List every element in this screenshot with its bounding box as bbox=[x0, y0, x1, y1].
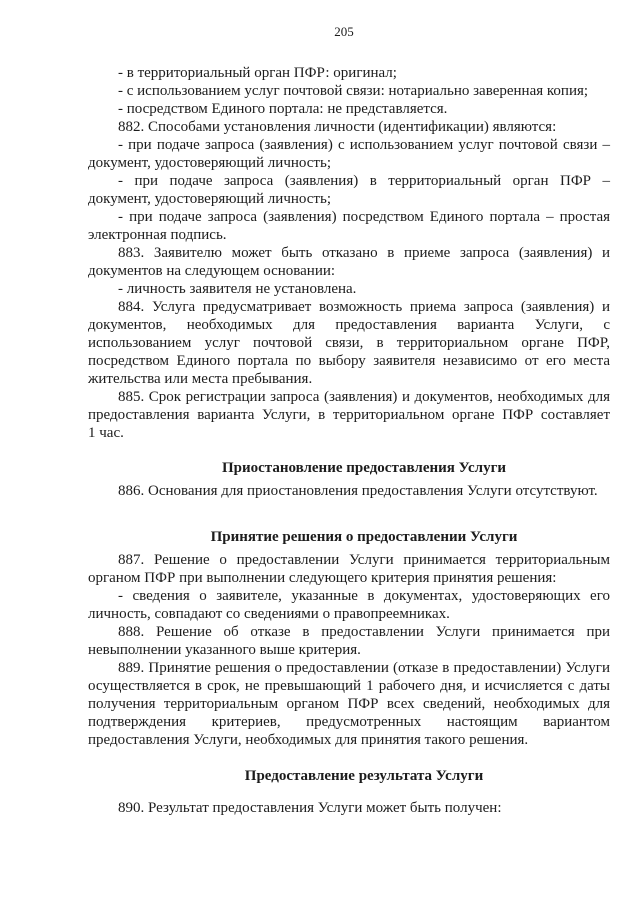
paragraph-line: подтверждения критериев, предусмотренных настоящим вариантом bbox=[88, 714, 610, 730]
paragraph-883 bbox=[88, 244, 610, 280]
paragraph-line: документ, удостоверяющий личность; bbox=[88, 155, 331, 171]
paragraph-885 bbox=[88, 388, 610, 442]
page-number: 205 bbox=[334, 24, 354, 39]
section-heading: Принятие решения о предоставлении Услуги bbox=[210, 529, 518, 545]
list-item-original bbox=[88, 64, 610, 82]
paragraph-line: - сведения о заявителе, указанные в документах, удостоверяющих его bbox=[118, 588, 610, 604]
paragraph-line: 883. Заявителю может быть отказано в приеме запроса (заявления) и bbox=[118, 245, 610, 261]
paragraph-line: - при подаче запроса (заявления) с использованием услуг почтовой связи – bbox=[118, 137, 610, 153]
paragraph-line: предоставления Услуги, необходимых для принятия такого решения. bbox=[88, 732, 529, 748]
list-item-identity bbox=[88, 280, 610, 298]
paragraph-line: невыполнении указанного выше критерия. bbox=[88, 642, 361, 658]
paragraph-line: - в территориальный орган ПФР: оригинал; bbox=[118, 65, 397, 81]
paragraph-line: 884. Услуга предусматривает возможность приема запроса (заявления) и bbox=[118, 299, 610, 315]
paragraph-line: электронная подпись. bbox=[88, 227, 227, 243]
list-item-criterion bbox=[88, 587, 610, 623]
list-item-portal bbox=[88, 100, 610, 118]
paragraph-889 bbox=[88, 659, 610, 749]
list-item-electronic-signature bbox=[88, 208, 610, 244]
paragraph-line: 888. Решение об отказе в предоставлении Услуги принимается при bbox=[118, 624, 610, 640]
section-heading: Приостановление предоставления Услуги bbox=[221, 460, 507, 476]
paragraph-887 bbox=[88, 551, 610, 587]
paragraph-line: 882. Способами установления личности (идентификации) являются: bbox=[118, 119, 557, 135]
section-heading: Предоставление результата Услуги bbox=[244, 768, 484, 784]
paragraph-line: документ, удостоверяющий личность; bbox=[88, 191, 331, 207]
paragraph-line: органом ПФР при выполнении следующего критерия принятия решения: bbox=[88, 570, 557, 586]
paragraph-line: - посредством Единого портала: не представляется. bbox=[118, 101, 448, 117]
paragraph-line: - личность заявителя не установлена. bbox=[118, 281, 357, 297]
paragraph-line: 889. Принятие решения о предоставлении (отказе в предоставлении) Услуги bbox=[118, 660, 610, 676]
paragraph-line: документов, необходимых для предоставления варианта Услуги, с bbox=[88, 317, 610, 333]
list-item-notarized-copy bbox=[88, 82, 610, 100]
paragraph-line: использованием услуг почтовой связи, в территориальном органе ПФР, bbox=[88, 335, 610, 351]
paragraph-line: осуществляется в срок, не превышающий 1 рабочего дня, и исчисляется с даты bbox=[88, 678, 610, 694]
paragraph-888 bbox=[88, 623, 610, 659]
paragraph-line: 890. Результат предоставления Услуги может быть получен: bbox=[118, 800, 502, 816]
paragraph-line: 887. Решение о предоставлении Услуги принимается территориальным bbox=[118, 552, 610, 568]
section-suspension bbox=[88, 459, 610, 500]
paragraph-886 bbox=[88, 482, 610, 500]
paragraph-line: предоставления варианта Услуги, в территориальном органе ПФР составляет bbox=[88, 407, 610, 423]
paragraph-line: - с использованием услуг почтовой связи: нотариально заверенная копия; bbox=[118, 83, 589, 99]
paragraph-890 bbox=[88, 799, 610, 817]
paragraph-line: жительства или места пребывания. bbox=[88, 371, 313, 387]
paragraph-line: получения территориальным органом ПФР всех сведений, необходимых для bbox=[88, 696, 610, 712]
paragraph-line: 885. Срок регистрации запроса (заявления) и документов, необходимых для bbox=[118, 389, 610, 405]
paragraph-line: 1 час. bbox=[88, 425, 124, 441]
list-item-postal bbox=[88, 136, 610, 172]
list-item-territorial bbox=[88, 172, 610, 208]
section-result bbox=[88, 767, 610, 817]
paragraph-line: посредством Единого портала по выбору заявителя независимо от его места bbox=[88, 353, 610, 369]
paragraph-line: - при подаче запроса (заявления) посредством Единого портала – простая bbox=[118, 209, 610, 225]
paragraph-line: документов на следующем основании: bbox=[88, 263, 336, 279]
section-decision bbox=[88, 528, 610, 749]
paragraph-884 bbox=[88, 298, 610, 388]
document-body bbox=[88, 64, 610, 817]
paragraph-line: - при подаче запроса (заявления) в территориальный орган ПФР – bbox=[118, 173, 610, 189]
paragraph-882 bbox=[88, 118, 610, 136]
paragraph-line: 886. Основания для приостановления предоставления Услуги отсутствуют. bbox=[118, 483, 598, 499]
paragraph-line: личность, совпадают со сведениями о правопреемниках. bbox=[88, 606, 450, 622]
